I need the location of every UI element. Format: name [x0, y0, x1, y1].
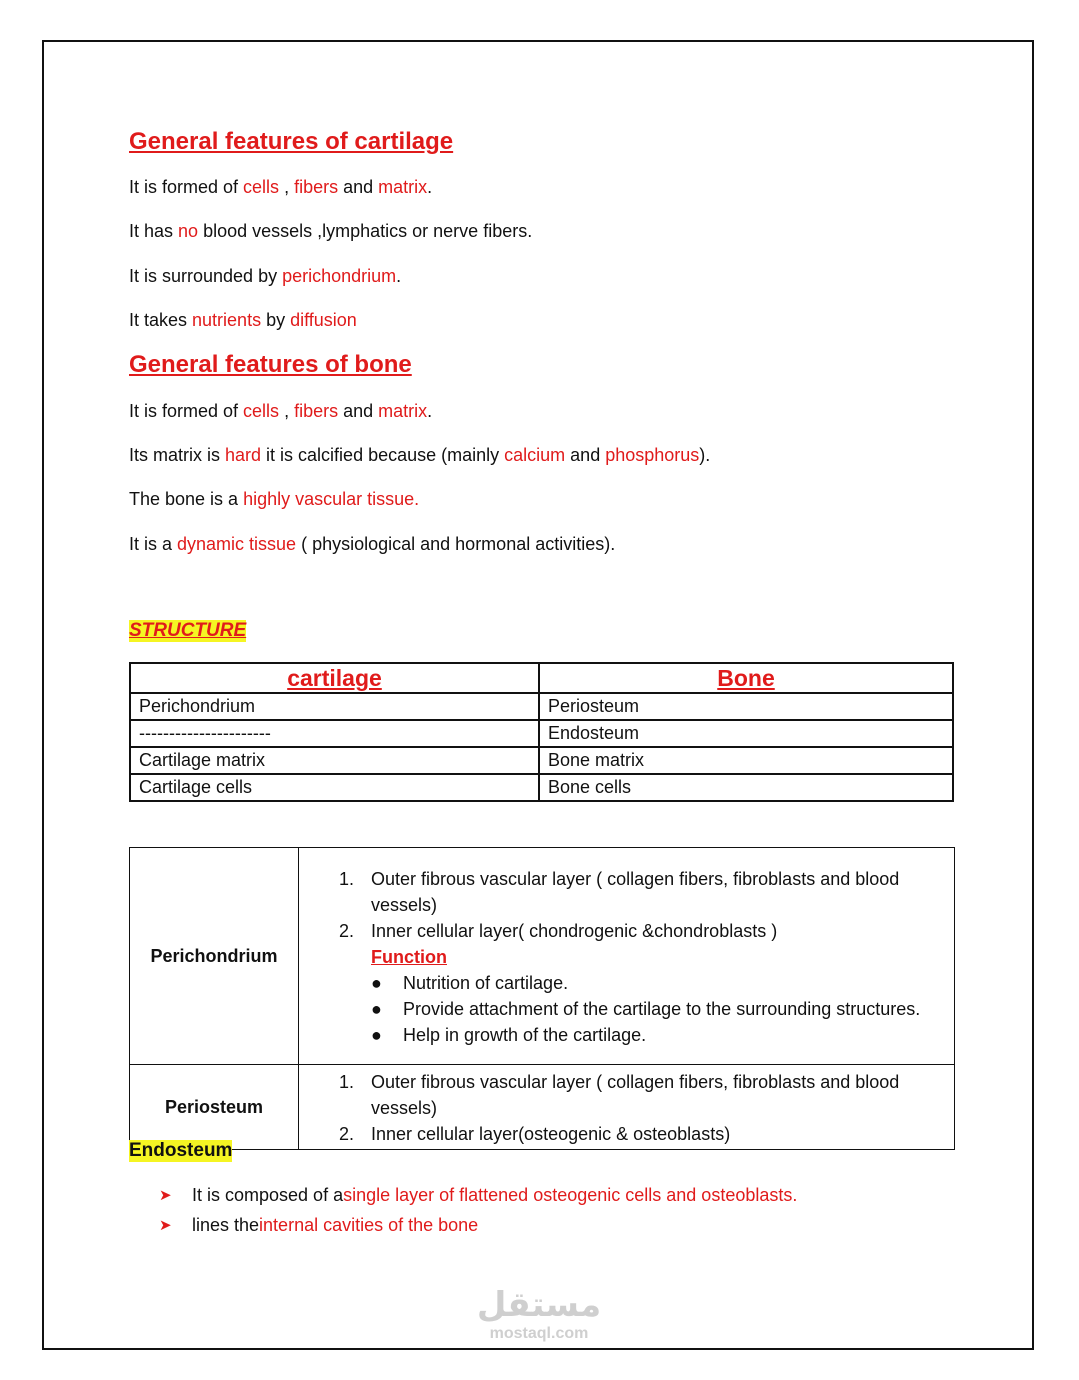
bullet-icon: ● — [371, 973, 382, 993]
bone-line-2: Its matrix is hard it is calcified because (mainly calcium and phosphorus). — [129, 445, 711, 465]
table-cell: Cartilage matrix — [130, 747, 539, 774]
list-item: 1. Outer fibrous vascular layer ( collagen fibers, fibroblasts and blood vessels) — [339, 869, 900, 915]
bullet-icon: ● — [371, 1025, 382, 1045]
table-cell: Periosteum — [539, 693, 953, 720]
table-cell: Bone matrix — [539, 747, 953, 774]
list-item: 2. Inner cellular layer( chondrogenic &chondroblasts ) — [339, 921, 778, 941]
bone-line-4: It is a dynamic tissue ( physiological and hormonal activities). — [129, 534, 616, 554]
endosteum-line-1: ➤ It is composed of a single layer of flattened osteogenic cells and osteoblasts. — [159, 1185, 798, 1205]
list-item: ● Provide attachment of the cartilage to the surrounding structures. — [329, 996, 944, 1022]
periosteum-label: Periosteum — [130, 1065, 299, 1150]
list-item: ● Nutrition of cartilage. — [329, 970, 944, 996]
cartilage-line-4: It takes nutrients by diffusion — [129, 310, 357, 330]
endosteum-line-2: ➤ lines the internal cavities of the bone — [159, 1215, 479, 1235]
periosteum-row — [130, 1065, 955, 1150]
bullet-icon: ● — [371, 999, 382, 1019]
table-cell: Perichondrium — [130, 693, 539, 720]
bone-line-1: It is formed of cells , fibers and matrix. — [129, 401, 433, 421]
cartilage-line-3: It is surrounded by perichondrium. — [129, 266, 402, 286]
cartilage-line-1: It is formed of cells , fibers and matrix. — [129, 177, 433, 197]
list-item: ● Help in growth of the cartilage. — [329, 1022, 944, 1048]
table-row — [130, 693, 953, 720]
bone-line-3: The bone is a highly vascular tissue. — [129, 489, 420, 509]
arrow-bullet-icon: ➤ — [159, 1217, 172, 1234]
table-row — [130, 747, 953, 774]
watermark-latin: mostaql.com — [489, 1325, 589, 1342]
list-item: 2. Inner cellular layer(osteogenic & osteoblasts) — [339, 1124, 731, 1144]
arrow-bullet-icon: ➤ — [159, 1187, 172, 1204]
document-page — [42, 40, 1034, 1350]
table-cell: Bone cells — [539, 774, 953, 801]
detail-table — [129, 847, 955, 1150]
bone-heading: General features of bone — [129, 351, 412, 378]
cartilage-line-2: It has no blood vessels ,lymphatics or nerve fibers. — [129, 221, 533, 241]
bone-column-header: Bone — [539, 663, 953, 693]
perichondrium-row — [130, 848, 955, 1065]
table-cell: ---------------------- — [130, 720, 539, 747]
watermark — [474, 1285, 604, 1343]
cartilage-heading: General features of cartilage — [129, 128, 454, 155]
table-row — [130, 774, 953, 801]
function-label: Function — [371, 947, 447, 967]
periosteum-details — [299, 1065, 955, 1150]
perichondrium-label: Perichondrium — [130, 848, 299, 1065]
table-cell: Endosteum — [539, 720, 953, 747]
structure-table — [129, 662, 954, 802]
list-item: 1. Outer fibrous vascular layer ( collagen fibers, fibroblasts and blood vessels) — [339, 1072, 900, 1118]
table-row — [130, 720, 953, 747]
endosteum-label: Endosteum — [129, 1140, 233, 1161]
cartilage-column-header: cartilage — [130, 663, 539, 693]
structure-label: STRUCTURE — [129, 620, 247, 641]
structure-header-row — [130, 663, 953, 693]
perichondrium-details — [299, 848, 955, 1065]
table-cell: Cartilage cells — [130, 774, 539, 801]
watermark-arabic: مستقل — [476, 1286, 602, 1324]
